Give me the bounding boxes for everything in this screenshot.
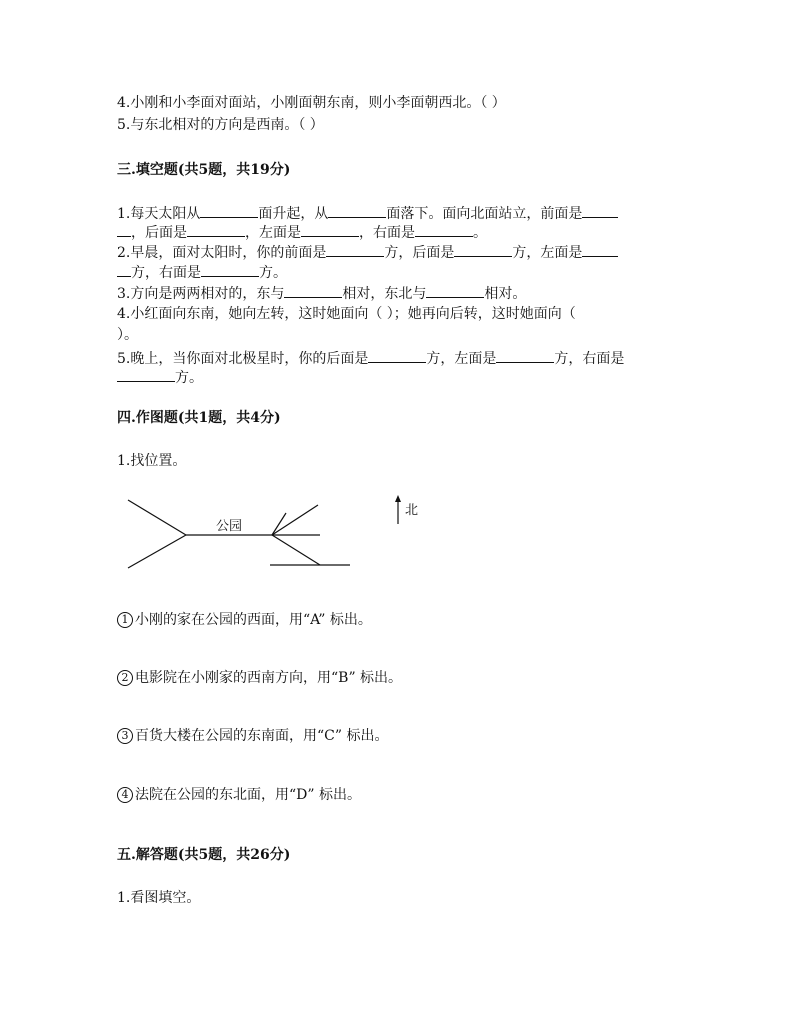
- road-line: [272, 505, 318, 535]
- draw-subquestion-3: [117, 726, 388, 746]
- answer-blank[interactable]: [200, 203, 258, 218]
- fill-q2-text-5: 方。: [259, 265, 287, 281]
- tf-question-4: 4.小刚和小李面对面站，小刚面朝东南，则小李面朝西北。（ ）: [117, 95, 506, 111]
- road-line: [272, 535, 320, 565]
- road-line: [272, 513, 286, 535]
- answer-blank[interactable]: [582, 203, 618, 218]
- fill-q2-text-3: 方，左面是: [512, 245, 583, 261]
- fill-q5-text-1: 5.晚上，当你面对北极星时，你的后面是: [117, 351, 369, 367]
- fill-q2-text-2: 方，后面是: [384, 245, 455, 261]
- answer-blank[interactable]: [201, 262, 259, 277]
- fill-q1-text-6: ，右面是: [359, 225, 415, 241]
- fill-question-3: [117, 283, 526, 304]
- fill-q1-text-3: 面落下。面向北面站立，前面是: [386, 206, 583, 222]
- answer-blank[interactable]: [187, 222, 245, 237]
- fill-q5-text-2: 方，左面是: [426, 351, 497, 367]
- answer-blank[interactable]: [117, 222, 131, 237]
- fill-question-1-line-2: [117, 222, 487, 243]
- fill-q5-text-3: 方，右面是: [554, 351, 625, 367]
- answer-blank[interactable]: [117, 367, 175, 382]
- fill-section-heading: 三.填空题(共5题，共19分): [117, 162, 291, 178]
- fill-question-1-line-1: [117, 203, 618, 224]
- fill-question-5-line-2: [117, 367, 203, 388]
- circled-number: 3: [117, 728, 133, 744]
- draw-subquestion-2: [117, 668, 402, 688]
- fill-question-4-line-1: 4.小红面向东南，她向左转，这时她面向（ ）；她再向后转，这时她面向（: [117, 306, 576, 322]
- fill-q1-text-2: 面升起，从: [258, 206, 329, 222]
- answer-blank[interactable]: [582, 242, 618, 257]
- answer-blank[interactable]: [426, 283, 484, 298]
- road-line: [128, 500, 186, 535]
- fill-q2-text-4: 方，右面是: [131, 265, 201, 281]
- draw-subquestion-1: [117, 610, 372, 630]
- fill-question-2-line-2: [117, 262, 287, 283]
- answer-blank[interactable]: [496, 348, 554, 363]
- park-map-diagram: [120, 488, 420, 578]
- north-arrow-head: [395, 495, 401, 502]
- fill-question-4-line-2: ）。: [117, 327, 138, 343]
- circled-number: 2: [117, 670, 133, 686]
- fill-q1-text-4: ，后面是: [131, 225, 187, 241]
- draw-section-heading: 四.作图题(共1题，共4分): [117, 410, 281, 426]
- north-label: 北: [405, 503, 419, 518]
- draw-subquestion-text: 法院在公园的东北面，用“D” 标出。: [135, 787, 361, 803]
- answer-blank[interactable]: [328, 203, 386, 218]
- fill-q1-text-1: 1.每天太阳从: [117, 206, 201, 222]
- solve-question-1: 1.看图填空。: [117, 890, 201, 906]
- answer-blank[interactable]: [284, 283, 342, 298]
- fill-q5-text-4: 方。: [175, 370, 203, 386]
- fill-q3-text-1: 3.方向是两两相对的，东与: [117, 286, 285, 302]
- draw-subquestion-text: 百货大楼在公园的东南面，用“C” 标出。: [135, 728, 389, 744]
- park-label: 公园: [216, 519, 243, 534]
- fill-question-5-line-1: [117, 348, 624, 369]
- fill-q3-text-3: 相对。: [484, 286, 527, 302]
- fill-q2-text-1: 2.早晨，面对太阳时，你的前面是: [117, 245, 327, 261]
- answer-blank[interactable]: [454, 242, 512, 257]
- draw-subquestion-4: [117, 785, 361, 805]
- draw-question-1: 1.找位置。: [117, 453, 187, 469]
- solve-section-heading: 五.解答题(共5题，共26分): [117, 847, 291, 863]
- tf-question-5: 5.与东北相对的方向是西南。（ ）: [117, 117, 324, 133]
- answer-blank[interactable]: [301, 222, 359, 237]
- fill-q1-text-7: 。: [473, 225, 487, 241]
- road-line: [128, 535, 186, 568]
- circled-number: 1: [117, 612, 133, 628]
- answer-blank[interactable]: [326, 242, 384, 257]
- circled-number: 4: [117, 787, 133, 803]
- draw-subquestion-text: 小刚的家在公园的西面，用“A” 标出。: [135, 612, 372, 628]
- answer-blank[interactable]: [415, 222, 473, 237]
- draw-subquestion-text: 电影院在小刚家的西南方向，用“B” 标出。: [135, 670, 403, 686]
- answer-blank[interactable]: [368, 348, 426, 363]
- fill-question-2-line-1: [117, 242, 618, 263]
- fill-q1-text-5: ，左面是: [245, 225, 301, 241]
- answer-blank[interactable]: [117, 262, 131, 277]
- fill-q3-text-2: 相对，东北与: [342, 286, 427, 302]
